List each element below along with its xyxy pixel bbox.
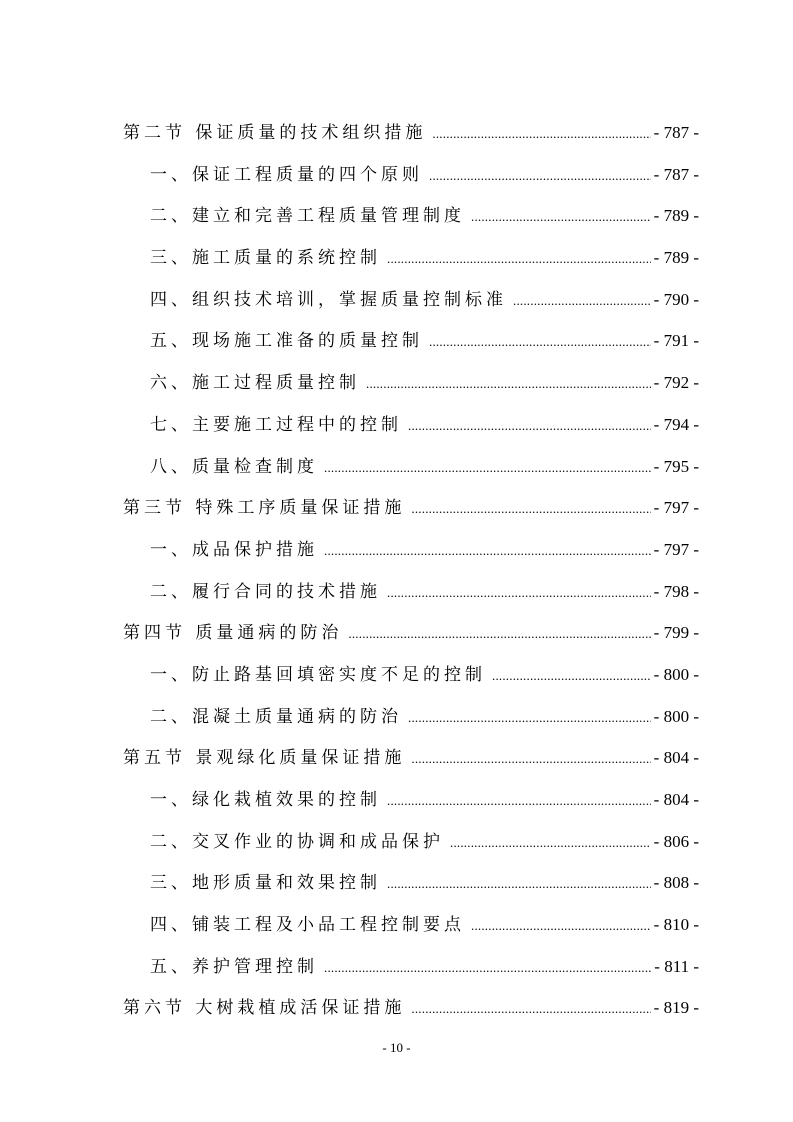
toc-subsection-entry[interactable]	[0, 696, 793, 738]
toc-dot-leader	[411, 988, 650, 1030]
toc-entry-title: 第三节 特殊工序质量保证措施	[123, 498, 406, 519]
toc-subsection-entry[interactable]	[0, 446, 793, 488]
toc-section-entry[interactable]	[0, 987, 793, 1029]
toc-subsection-entry[interactable]	[0, 946, 793, 988]
toc-entry-title: 一、防止路基回填密实度不足的控制	[150, 664, 486, 685]
toc-dot-leader	[324, 530, 651, 572]
toc-entry-page-number: - 794 -	[653, 414, 699, 434]
toc-subsection-entry[interactable]	[0, 571, 793, 613]
toc-entry-page-number: - 798 -	[653, 581, 699, 601]
toc-section-entry[interactable]	[0, 112, 793, 154]
toc-dot-leader	[429, 155, 651, 197]
toc-subsection-entry[interactable]	[0, 320, 793, 362]
toc-entry-page-number: - 819 -	[653, 998, 699, 1018]
toc-dot-leader	[324, 447, 651, 489]
toc-subsection-entry[interactable]	[0, 529, 793, 571]
toc-entry-title: 七、主要施工过程中的控制	[150, 414, 402, 435]
toc-subsection-entry[interactable]	[0, 904, 793, 946]
toc-subsection-entry[interactable]	[0, 404, 793, 446]
toc-entry-page-number: - 795 -	[653, 456, 699, 476]
toc-subsection-entry[interactable]	[0, 821, 793, 863]
toc-entry-page-number: - 800 -	[653, 664, 699, 684]
toc-subsection-entry[interactable]	[0, 279, 793, 321]
toc-entry-title: 五、养护管理控制	[150, 956, 318, 977]
toc-dot-leader	[411, 488, 650, 530]
toc-entry-page-number: - 797 -	[653, 539, 699, 559]
toc-entry-title: 第五节 景观绿化质量保证措施	[123, 748, 406, 769]
page-number: - 10 -	[382, 1040, 411, 1055]
toc-entry-page-number: - 806 -	[653, 831, 699, 851]
toc-section-entry[interactable]	[0, 612, 793, 654]
toc-subsection-entry[interactable]	[0, 195, 793, 237]
toc-section-entry[interactable]	[0, 487, 793, 529]
toc-entry-title: 八、质量检查制度	[150, 456, 318, 477]
table-of-contents	[0, 112, 793, 1029]
toc-subsection-entry[interactable]	[0, 237, 793, 279]
toc-entry-page-number: - 804 -	[653, 790, 699, 809]
toc-entry-title: 一、绿化栽植效果的控制	[150, 790, 381, 810]
toc-entry-title: 三、施工质量的系统控制	[150, 248, 381, 269]
toc-subsection-entry[interactable]	[0, 862, 793, 904]
toc-entry-title: 一、保证工程质量的四个原则	[150, 164, 423, 185]
toc-subsection-entry[interactable]	[0, 779, 793, 821]
toc-subsection-entry[interactable]	[0, 654, 793, 696]
toc-dot-leader	[408, 697, 651, 739]
toc-entry-page-number: - 797 -	[653, 498, 699, 518]
toc-dot-leader	[387, 238, 651, 280]
toc-entry-title: 第六节 大树栽植成活保证措施	[123, 998, 406, 1019]
toc-section-entry[interactable]	[0, 737, 793, 779]
toc-entry-title: 四、铺装工程及小品工程控制要点	[150, 915, 465, 936]
toc-dot-leader	[432, 113, 650, 155]
toc-entry-page-number: - 810 -	[653, 915, 699, 935]
toc-entry-page-number: - 811 -	[654, 956, 699, 976]
toc-dot-leader	[492, 655, 651, 697]
toc-entry-page-number: - 791 -	[653, 331, 699, 351]
toc-entry-page-number: - 800 -	[653, 706, 699, 726]
toc-entry-title: 六、施工过程质量控制	[150, 373, 360, 394]
toc-dot-leader	[513, 280, 651, 322]
toc-dot-leader	[387, 572, 651, 614]
toc-dot-leader	[429, 321, 651, 363]
toc-entry-page-number: - 789 -	[653, 248, 699, 268]
toc-dot-leader	[387, 780, 651, 822]
toc-entry-title: 二、交叉作业的协调和成品保护	[150, 831, 444, 852]
toc-entry-title: 一、成品保护措施	[150, 539, 318, 560]
toc-entry-title: 第二节 保证质量的技术组织措施	[123, 123, 427, 143]
toc-entry-title: 五、现场施工准备的质量控制	[150, 331, 423, 352]
toc-dot-leader	[450, 822, 651, 864]
toc-entry-page-number: - 787 -	[653, 164, 699, 184]
toc-entry-page-number: - 808 -	[653, 873, 699, 893]
toc-entry-page-number: - 789 -	[653, 206, 699, 226]
toc-entry-page-number: - 792 -	[653, 373, 699, 393]
toc-dot-leader	[387, 863, 651, 905]
toc-dot-leader	[471, 905, 651, 947]
toc-entry-title: 二、建立和完善工程质量管理制度	[150, 206, 465, 227]
toc-dot-leader	[471, 196, 651, 238]
toc-dot-leader	[324, 947, 651, 989]
toc-dot-leader	[366, 363, 651, 405]
toc-entry-title: 二、履行合同的技术措施	[150, 581, 381, 602]
toc-entry-page-number: - 804 -	[653, 748, 699, 768]
toc-subsection-entry[interactable]	[0, 154, 793, 196]
toc-entry-page-number: - 787 -	[653, 123, 699, 142]
toc-entry-title: 三、地形质量和效果控制	[150, 873, 381, 894]
toc-entry-page-number: - 790 -	[653, 289, 699, 309]
toc-dot-leader	[411, 738, 650, 780]
toc-entry-title: 四、组织技术培训，掌握质量控制标准	[150, 289, 507, 310]
toc-entry-title: 第四节 质量通病的防治	[123, 623, 343, 644]
toc-entry-page-number: - 799 -	[653, 623, 699, 643]
toc-dot-leader	[408, 405, 651, 447]
toc-subsection-entry[interactable]	[0, 362, 793, 404]
toc-entry-title: 二、混凝土质量通病的防治	[150, 706, 402, 727]
toc-dot-leader	[348, 613, 650, 655]
